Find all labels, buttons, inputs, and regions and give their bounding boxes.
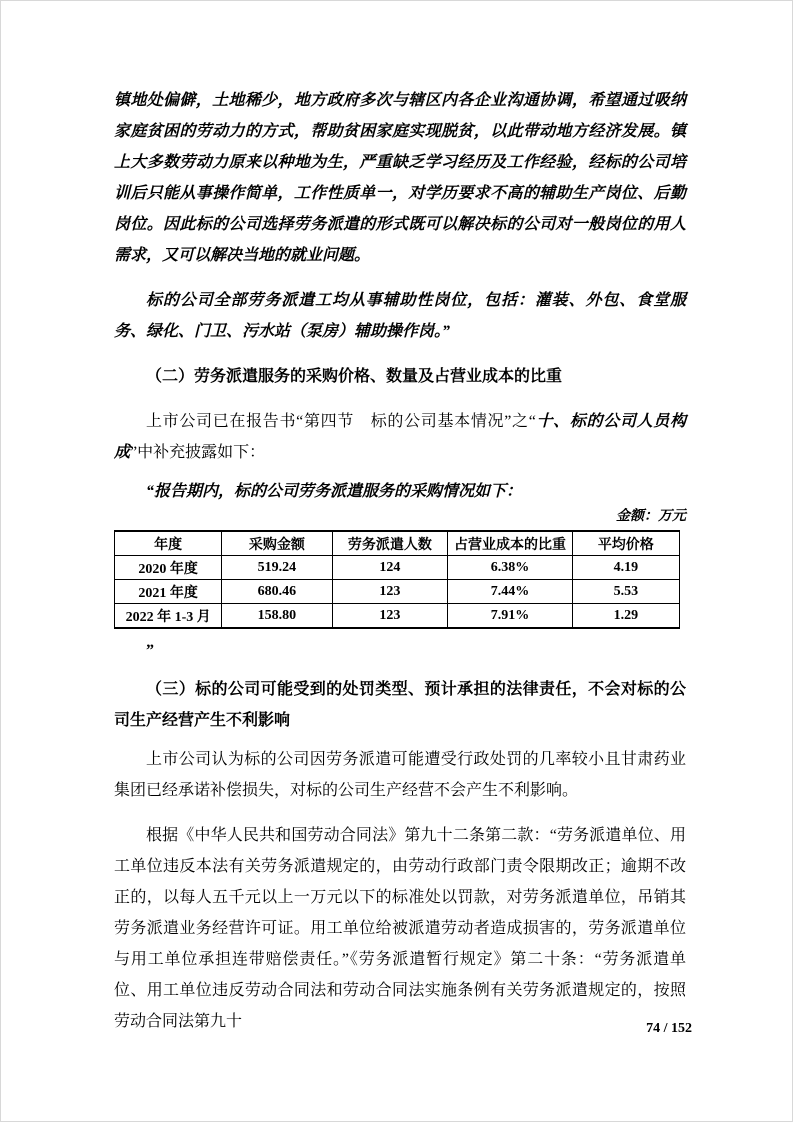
table-cell: 1.29 [572,604,679,629]
paragraph-auxiliary-positions: 标的公司全部劳务派遣工均从事辅助性岗位，包括：灌装、外包、食堂服务、绿化、门卫、污水站（泵房）辅助操作岗。” [114,292,686,340]
table-header-cell: 年度 [115,531,222,556]
table-cell: 123 [332,604,448,629]
table-header-cell: 平均价格 [572,531,679,556]
table-cell: 2020 年度 [115,556,222,580]
table-cell: 7.44% [448,580,572,604]
paragraph-dispatch-background: 镇地处偏僻，土地稀少，地方政府多次与辖区内各企业沟通协调，希望通过吸纳家庭贫困的劳动力的方式，帮助贫困家庭实现脱贫，以此带动地方经济发展。镇上大多数劳动力原来以种地为生，严重缺乏学习经历及工作经验，经标的公司培训后只能从事操作简单，工作性质单一，对学历要求不高的辅助生产岗位、后勤岗位。因此标的公司选择劳务派遣的形式既可以解决标的公司对一般岗位的用人需求，又可以解决当地的就业问题。 [114,92,686,264]
table-cell: 2021 年度 [115,580,222,604]
table-cell: 5.53 [572,580,679,604]
table-cell: 158.80 [222,604,332,629]
table-row [115,580,680,604]
table-row [115,556,680,580]
table-header-cell: 占营业成本的比重 [448,531,572,556]
section-heading-penalty: （三）标的公司可能受到的处罚类型、预计承担的法律责任，不会对标的公司生产经营产生不利影响 [114,681,686,729]
section-heading-procurement: （二）劳务派遣服务的采购价格、数量及占营业成本的比重 [146,368,563,385]
table-unit-label: 金额：万元 [616,509,686,524]
procurement-table [114,530,680,629]
table-row [115,604,680,629]
table-cell: 519.24 [222,556,332,580]
disclosure-quote-bold: 十、标的公司人员构成 [114,413,686,461]
table-cell: 680.46 [222,580,332,604]
page-content [114,85,686,1037]
table-header-cell: 劳务派遣人数 [332,531,448,556]
paragraph-report-period-intro: “报告期内，标的公司劳务派遣服务的采购情况如下： [146,483,523,500]
page-number: 74 / 152 [646,1021,692,1036]
table-cell: 124 [332,556,448,580]
paragraph-disclosure-note [114,406,686,468]
table-header-row [115,531,680,556]
table-cell: 123 [332,580,448,604]
paragraph-penalty-opinion: 上市公司认为标的公司因劳务派遣可能遭受行政处罚的几率较小且甘肃药业集团已经承诺补偿损失，对标的公司生产经营不会产生不利影响。 [114,751,686,799]
closing-quote-mark: ” [146,642,154,659]
table-cell: 2022 年 1-3 月 [115,604,222,629]
table-header-cell: 采购金额 [222,531,332,556]
paragraph-legal-basis: 根据《中华人民共和国劳动合同法》第九十二条第二款：“劳务派遣单位、用工单位违反本法有关劳务派遣规定的，由劳动行政部门责令限期改正；逾期不改正的，以每人五千元以上一万元以下的标准处以罚款，对劳务派遣单位，吊销其劳务派遣业务经营许可证。用工单位给被派遣劳动者造成损害的，劳务派遣单位与用工单位承担连带赔偿责任。”《劳务派遣暂行规定》第二十条：“劳务派遣单位、用工单位违反劳动合同法和劳动合同法实施条例有关劳务派遣规定的，按照劳动合同法第九十 [114,827,686,1030]
table-cell: 7.91% [448,604,572,629]
table-cell: 4.19 [572,556,679,580]
disclosure-text-before: 上市公司已在报告书“第四节 标的公司基本情况”之“ [146,413,536,430]
table-cell: 6.38% [448,556,572,580]
disclosure-text-after: ”中补充披露如下： [130,444,266,461]
